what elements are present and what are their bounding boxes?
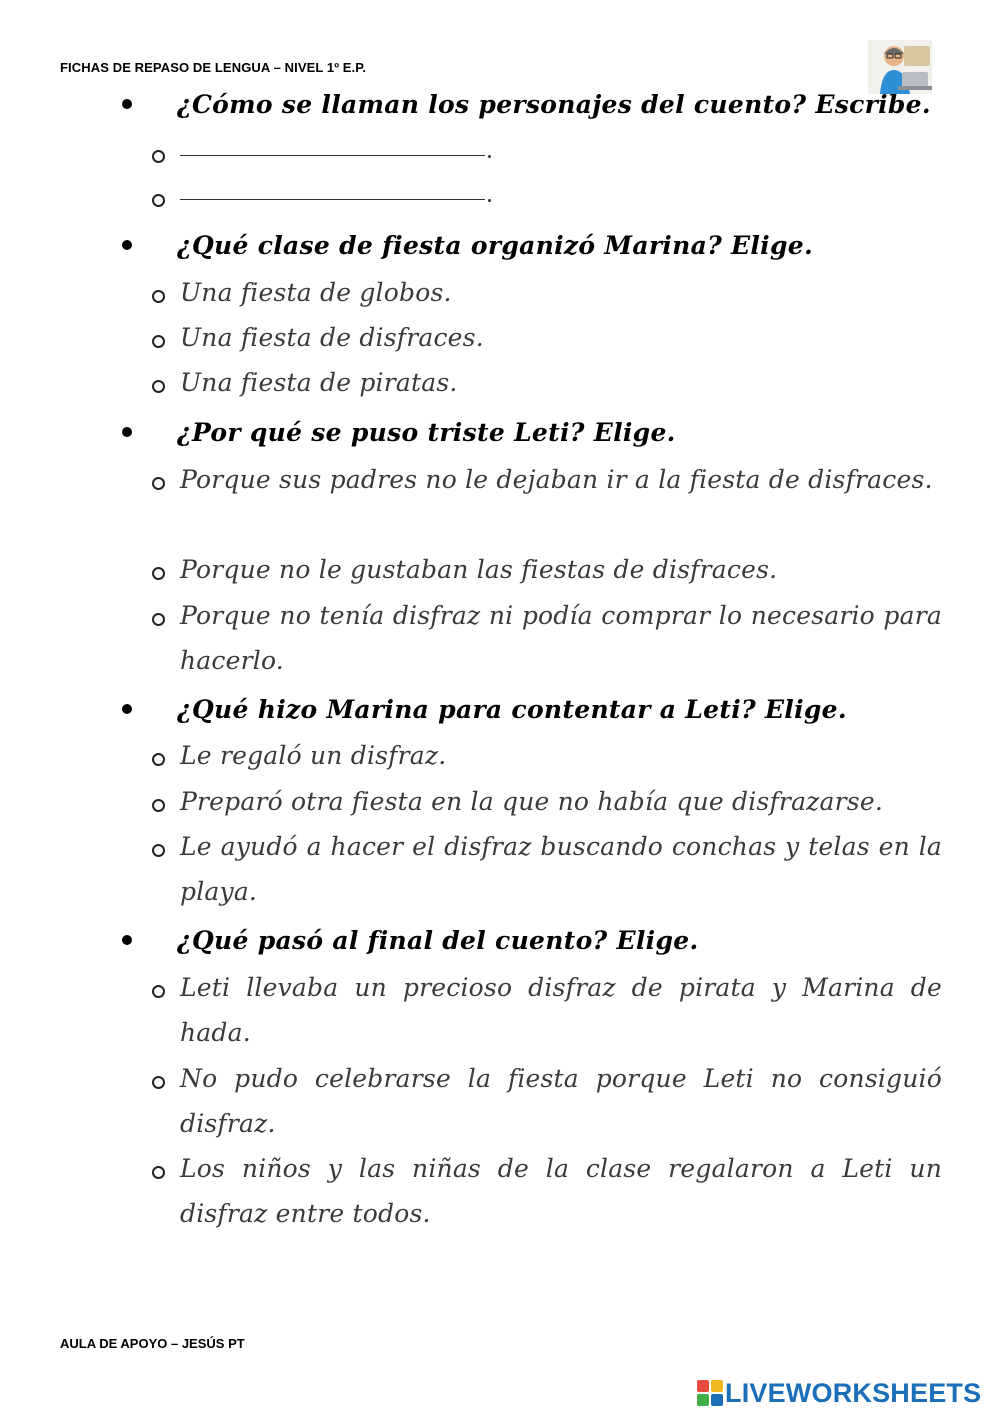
question-text: ¿Qué hizo Marina para contentar a Leti? Elige. xyxy=(177,694,847,724)
liveworksheets-logo-icon xyxy=(697,1380,723,1406)
option-item[interactable] xyxy=(152,325,942,360)
worksheet-footer: AULA DE APOYO – JESÚS PT xyxy=(60,1336,245,1351)
bullet-icon xyxy=(122,240,132,250)
option-text: Una fiesta de piratas. xyxy=(180,368,458,397)
worksheet-header: FICHAS DE REPASO DE LENGUA – NIVEL 1º E.P. xyxy=(60,60,367,75)
bullet-icon xyxy=(122,99,132,109)
question-text: ¿Por qué se puso triste Leti? Elige. xyxy=(177,417,676,447)
option-text: Porque sus padres no le dejaban ir a la fiesta de disfraces. xyxy=(180,465,933,494)
option-item[interactable] xyxy=(152,603,942,683)
liveworksheets-brand[interactable] xyxy=(697,1378,981,1408)
option-item[interactable] xyxy=(152,280,942,315)
option-text: Preparó otra fiesta en la que no había que disfrazarse. xyxy=(180,787,883,816)
bullet-icon xyxy=(122,704,132,714)
option-item[interactable] xyxy=(152,743,942,778)
option-item[interactable] xyxy=(152,557,942,592)
option-text: Una fiesta de disfraces. xyxy=(180,323,484,352)
circle-bullet-icon xyxy=(152,1076,165,1089)
option-item[interactable] xyxy=(152,370,942,405)
question-5 xyxy=(122,920,952,960)
circle-bullet-icon xyxy=(152,335,165,348)
option-text: Porque no tenía disfraz ni podía comprar lo necesario para hacerlo. xyxy=(180,601,942,675)
brand-name: LIVEWORKSHEETS xyxy=(725,1377,982,1408)
question-text: ¿Cómo se llaman los personajes del cuento? Escribe. xyxy=(177,89,931,119)
bullet-icon xyxy=(122,935,132,945)
circle-bullet-icon xyxy=(152,985,165,998)
period-dot xyxy=(488,155,491,158)
question-1 xyxy=(122,84,952,124)
question-2 xyxy=(122,225,952,265)
option-item[interactable] xyxy=(152,834,942,914)
circle-bullet-icon xyxy=(152,290,165,303)
circle-bullet-icon xyxy=(152,799,165,812)
option-item[interactable] xyxy=(152,467,942,502)
option-text: No pudo celebrarse la fiesta porque Leti no consiguió disfraz. xyxy=(180,1064,942,1138)
period-dot xyxy=(488,199,491,202)
question-text: ¿Qué pasó al final del cuento? Elige. xyxy=(177,925,699,955)
circle-bullet-icon xyxy=(152,753,165,766)
option-item[interactable] xyxy=(152,1066,942,1146)
circle-bullet-icon xyxy=(152,477,165,490)
circle-bullet-icon xyxy=(152,613,165,626)
option-item[interactable] xyxy=(152,975,942,1055)
circle-bullet-icon xyxy=(152,1166,165,1179)
option-text: Los niños y las niñas de la clase regalaron a Leti un disfraz entre todos. xyxy=(180,1154,942,1228)
option-item[interactable] xyxy=(152,1156,942,1236)
circle-bullet-icon xyxy=(152,844,165,857)
option-text: Le regaló un disfraz. xyxy=(180,741,447,770)
option-text: Una fiesta de globos. xyxy=(180,278,452,307)
option-text: Le ayudó a hacer el disfraz buscando conchas y telas en la playa. xyxy=(180,832,942,906)
question-4 xyxy=(122,689,952,729)
circle-bullet-icon xyxy=(152,567,165,580)
circle-bullet-icon xyxy=(152,194,165,207)
bullet-icon xyxy=(122,427,132,437)
answer-line-1[interactable] xyxy=(180,155,485,156)
circle-bullet-icon xyxy=(152,380,165,393)
option-item[interactable] xyxy=(152,789,942,824)
answer-line-2[interactable] xyxy=(180,199,485,200)
circle-bullet-icon xyxy=(152,150,165,163)
question-3 xyxy=(122,412,952,452)
option-text: Porque no le gustaban las fiestas de disfraces. xyxy=(180,555,778,584)
option-text: Leti llevaba un precioso disfraz de pirata y Marina de hada. xyxy=(180,973,942,1047)
question-text: ¿Qué clase de fiesta organizó Marina? Elige. xyxy=(177,230,813,260)
